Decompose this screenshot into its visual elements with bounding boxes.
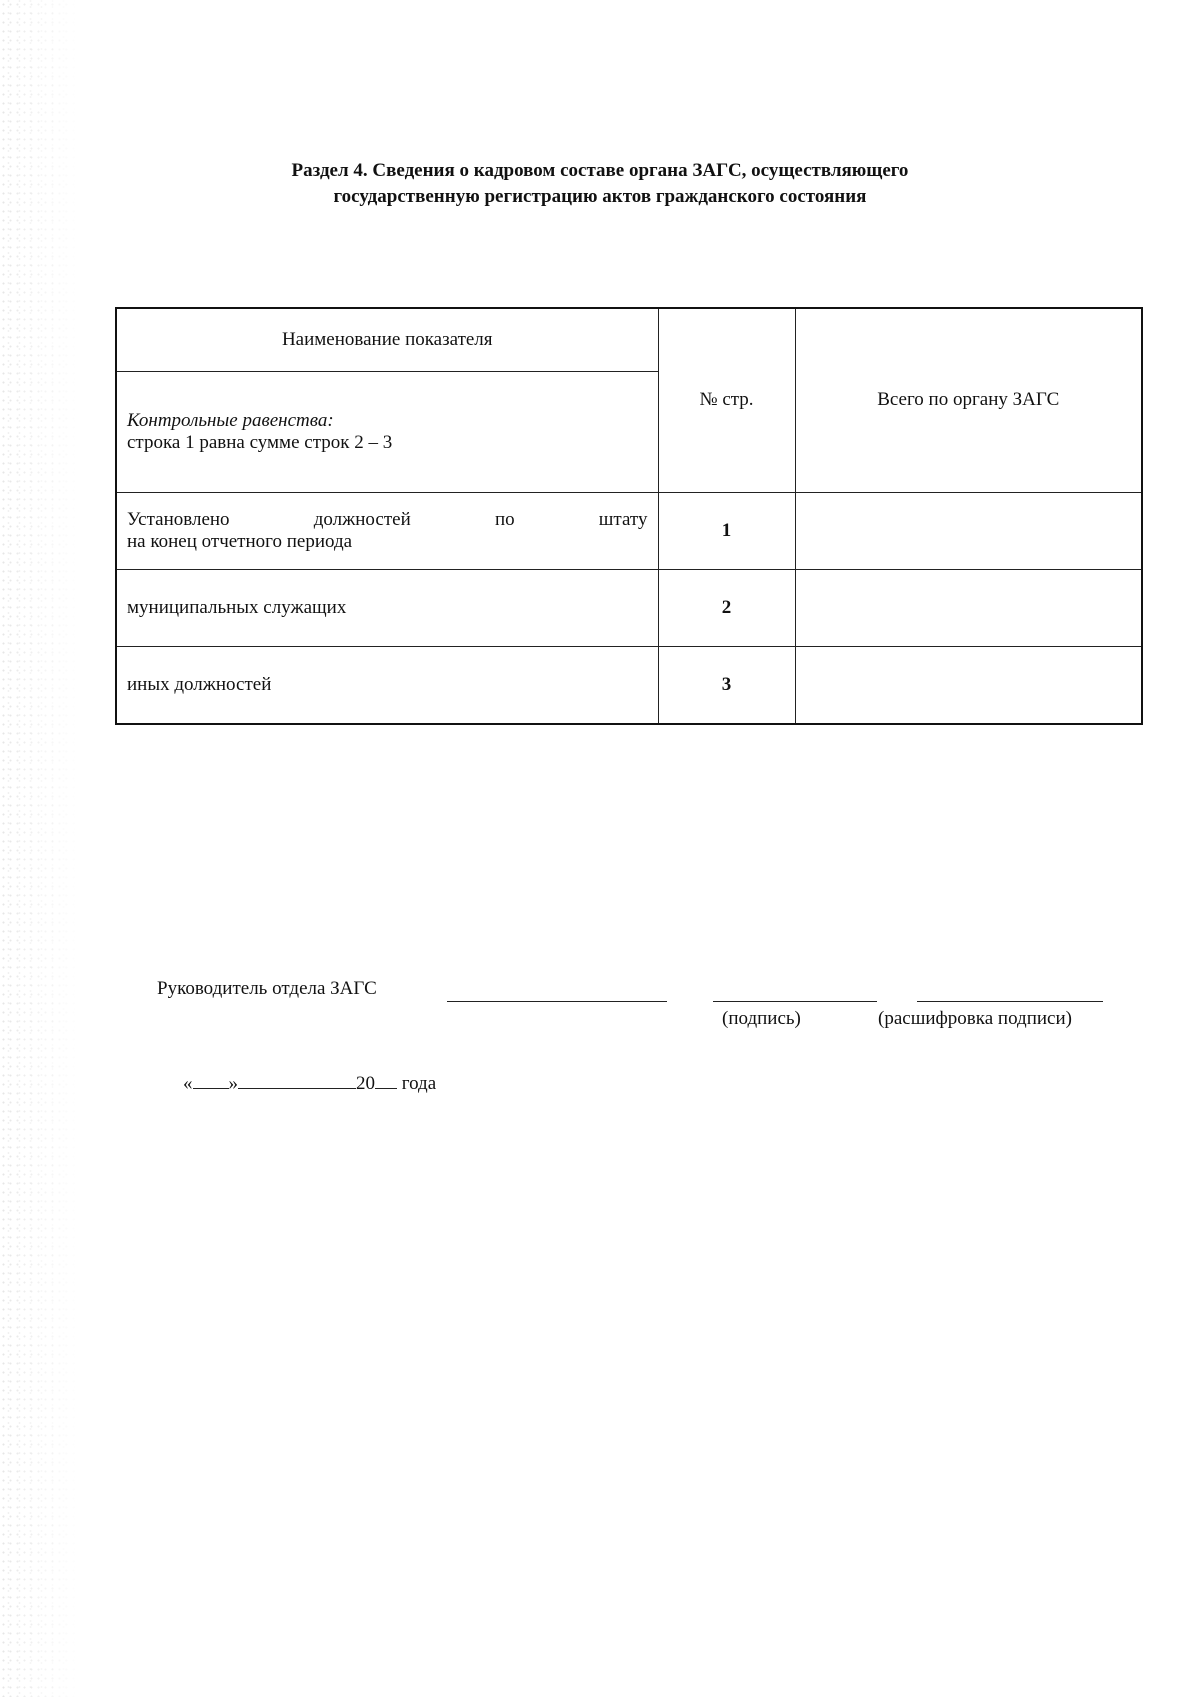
header-control-equalities	[116, 372, 658, 493]
row-total-cell[interactable]	[795, 647, 1142, 725]
row-number: 3	[658, 647, 795, 725]
row-name-line-2: на конец отчетного периода	[127, 531, 353, 552]
row-number: 2	[658, 570, 795, 647]
date-century: 20	[356, 1073, 375, 1094]
date-field	[183, 1070, 436, 1095]
year-blank[interactable]	[375, 1070, 397, 1089]
table-row	[116, 647, 1142, 725]
scan-artifact	[0, 0, 80, 1697]
row-total-cell[interactable]	[795, 493, 1142, 570]
signature-decoding-line[interactable]	[917, 1001, 1103, 1002]
signer-position: Руководитель отдела ЗАГС	[157, 978, 377, 999]
signature-caption: (подпись)	[722, 1008, 801, 1029]
row-name-cell: иных должностей	[116, 647, 658, 725]
row-name-word: штату	[598, 509, 648, 530]
date-open-quote: «	[183, 1073, 193, 1094]
signer-blank-line[interactable]	[447, 1001, 667, 1002]
row-total-cell[interactable]	[795, 570, 1142, 647]
day-blank[interactable]	[193, 1070, 229, 1089]
header-total: Всего по органу ЗАГС	[795, 308, 1142, 493]
header-indicator-name: Наименование показателя	[116, 308, 658, 372]
row-name-word: должностей	[313, 509, 411, 530]
date-year-word: года	[401, 1073, 437, 1094]
staff-table	[115, 307, 1143, 725]
section-title-line-2: государственную регистрацию актов гражданского состояния	[333, 186, 867, 207]
row-name-cell	[116, 493, 658, 570]
table-row	[116, 493, 1142, 570]
row-name-word: Установлено	[127, 509, 230, 530]
row-name-cell: муниципальных служащих	[116, 570, 658, 647]
header-line-number: № стр.	[658, 308, 795, 493]
row-name-word: по	[494, 509, 515, 530]
section-title	[150, 158, 1050, 210]
row-name-line-1	[127, 509, 648, 531]
row-number: 1	[658, 493, 795, 570]
control-equalities-label: Контрольные равенства:	[127, 410, 334, 431]
date-close-quote: »	[228, 1073, 238, 1094]
section-title-line-1: Раздел 4. Сведения о кадровом составе органа ЗАГС, осуществляющего	[291, 160, 909, 181]
signature-line[interactable]	[713, 1001, 877, 1002]
month-blank[interactable]	[238, 1070, 356, 1089]
decoding-caption: (расшифровка подписи)	[878, 1008, 1072, 1029]
table-row	[116, 570, 1142, 647]
control-equalities-text: строка 1 равна сумме строк 2 – 3	[127, 432, 393, 453]
